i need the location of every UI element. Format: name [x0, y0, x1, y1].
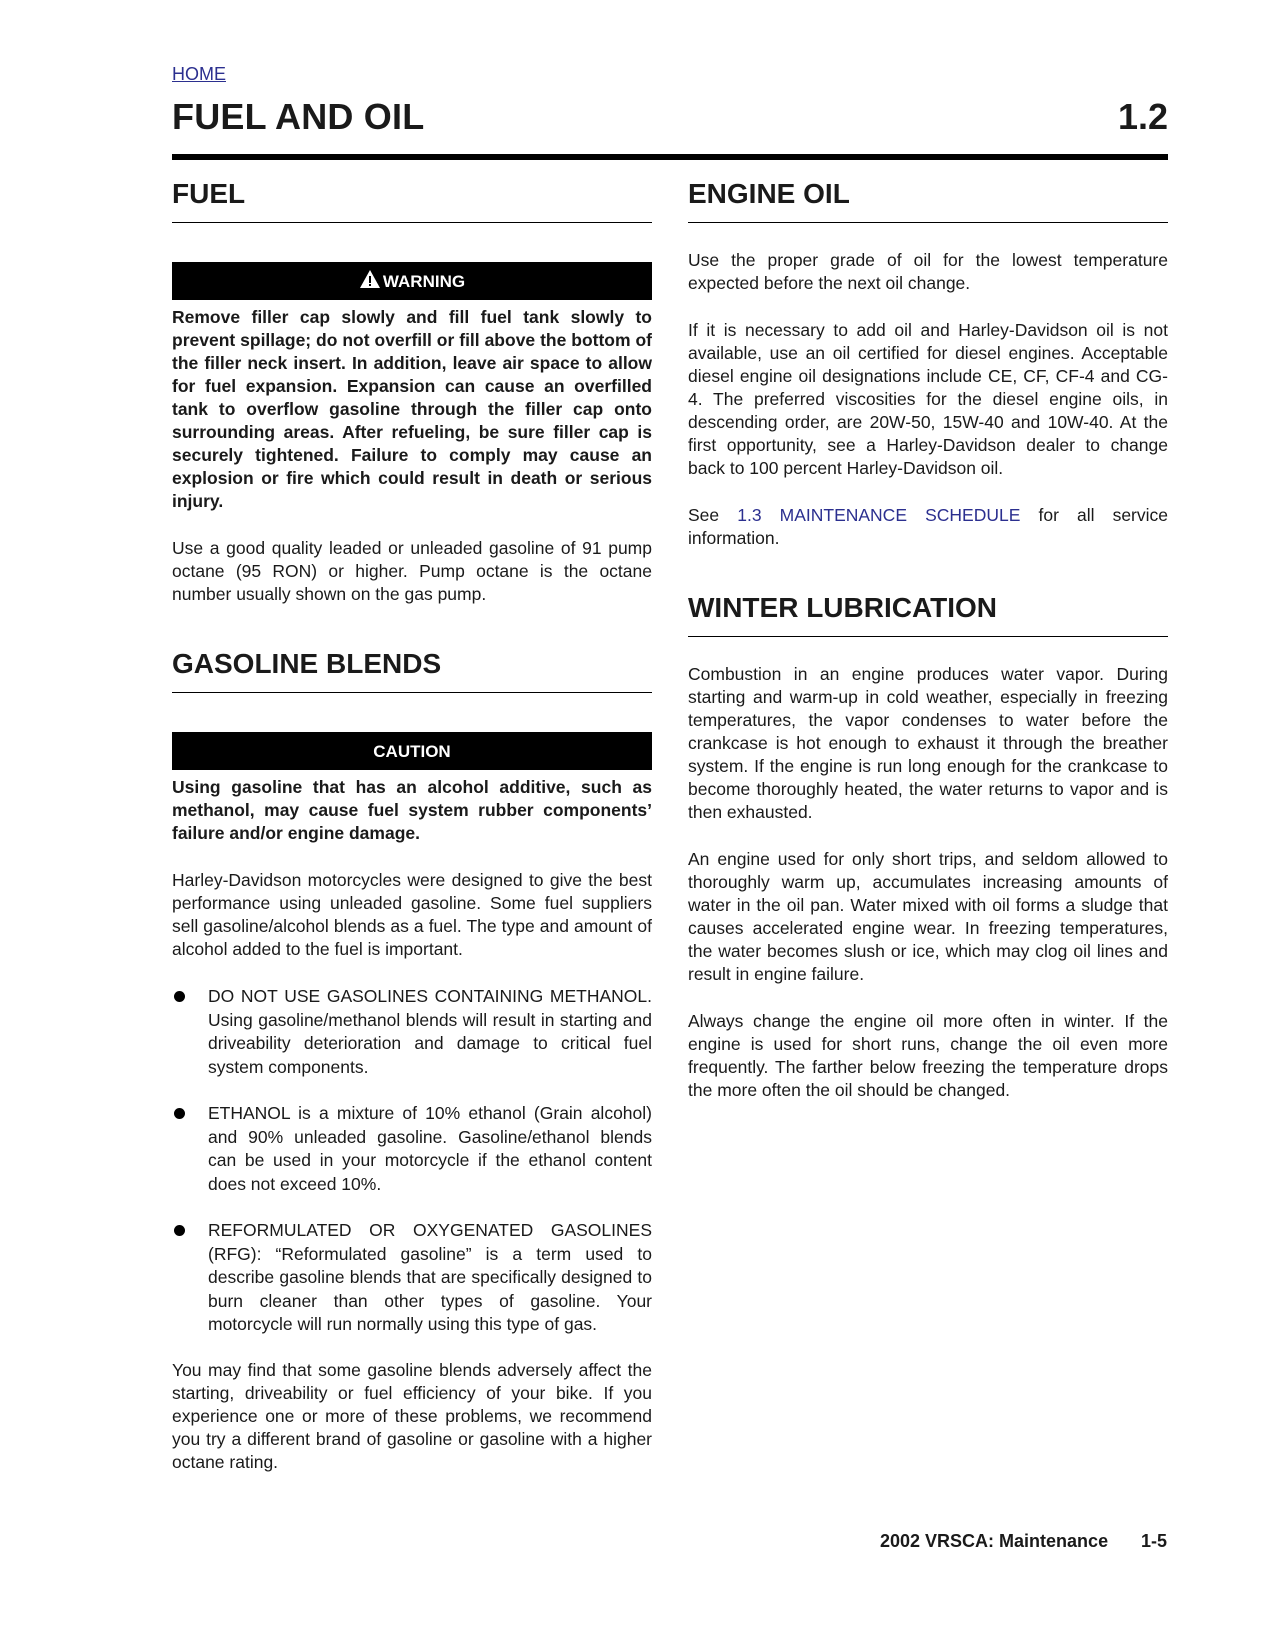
fuel-paragraph: Use a good quality leaded or unleaded gasoline of 91 pump octane (95 RON) or higher. Pump octane is the octane number usually shown on the gas pump. [172, 538, 652, 604]
list-item: DO NOT USE GASOLINES CONTAINING METHANOL. Using gasoline/methanol blends will result in starting and driveability deterioration and damage to critical fuel system components. [172, 985, 652, 1079]
blends-paragraph: Harley-Davidson motorcycles were designed to give the best performance using unleaded gasoline. Some fuel suppliers sell gasoline/alcohol blends as a fuel. The type and amount of alcohol added to the fuel is important. [172, 870, 652, 959]
caution-banner [172, 732, 652, 770]
winter-paragraph-1: Combustion in an engine produces water vapor. During starting and warm-up in cold weather, especially in freezing temperatures, the vapor condenses to water before the crankcase is hot enough to exhaust it through the breather system. If the engine is run long enough for the crankcase to become thoroughly heated, the water returns to vapor and is then exhausted. [688, 664, 1168, 822]
oil-paragraph-3: See 1.3 MAINTENANCE SCHEDULE for all service information. [688, 505, 1168, 548]
winter-lubrication-heading: WINTER LUBRICATION [688, 584, 1168, 637]
page-title: FUEL AND OIL [172, 96, 425, 137]
maintenance-schedule-link[interactable]: 1.3 MAINTENANCE SCHEDULE [737, 505, 1021, 525]
gasoline-blends-heading: GASOLINE BLENDS [172, 640, 652, 693]
bullet-icon [174, 1108, 185, 1119]
list-item: REFORMULATED OR OXYGENATED GASOLINES (RFG): “Reformulated gasoline” is a term used to describe gasoline blends that are specifically designed to burn cleaner than other types of gasoline. Your motorcycle will run normally using this type of gas. [172, 1219, 652, 1337]
warning-text: Remove filler cap slowly and fill fuel tank slowly to prevent spillage; do not overfill or fill above the bottom of the filler neck insert. In addition, leave air space to allow for fuel expansion. Expansion can cause an overfilled tank to overflow gasoline through the filler cap onto surrounding areas. After refueling, be sure filler cap is securely tightened. Failure to comply may cause an explosion or fire which could result in death or serious injury. [172, 307, 652, 511]
right-column [688, 170, 1168, 1102]
caution-label: CAUTION [373, 742, 451, 761]
bullet-icon [174, 991, 185, 1002]
engine-oil-heading: ENGINE OIL [688, 170, 1168, 223]
fuel-heading: FUEL [172, 170, 652, 223]
footer-title: 2002 VRSCA: Maintenance [880, 1531, 1109, 1551]
warning-label: WARNING [382, 272, 466, 291]
warning-banner [172, 262, 652, 300]
left-column [172, 170, 652, 1474]
winter-paragraph-2: An engine used for only short trips, and seldom allowed to thoroughly warm up, accumulates increasing amounts of water in the oil pan. Water mixed with oil forms a sludge that causes accelerated engine wear. In freezing temperatures, the water becomes slush or ice, which may clog oil lines and result in engine failure. [688, 849, 1168, 984]
bullet-icon [174, 1225, 185, 1236]
caution-text: Using gasoline that has an alcohol additive, such as methanol, may cause fuel system rubber components’ failure and/or engine damage. [172, 777, 652, 843]
bullet-list [172, 985, 652, 1337]
oil-paragraph-1: Use the proper grade of oil for the lowest temperature expected before the next oil change. [688, 250, 1168, 293]
warning-triangle-icon [359, 264, 381, 304]
footer-page-number: 1-5 [1140, 1531, 1167, 1551]
closing-paragraph: You may find that some gasoline blends adversely affect the starting, driveability or fuel efficiency of your bike. If you experience one or more of these problems, we recommend you try a different brand of gasoline or gasoline with a higher octane rating. [172, 1359, 652, 1472]
section-number: 1.2 [1117, 96, 1168, 137]
home-link[interactable]: HOME [172, 64, 226, 84]
winter-paragraph-3: Always change the engine oil more often in winter. If the engine is used for short runs, change the oil even more frequently. The farther below freezing the temperature drops the more often the oil should be changed. [688, 1011, 1168, 1100]
title-rule [172, 154, 1168, 160]
oil-paragraph-2: If it is necessary to add oil and Harley-Davidson oil is not available, use an oil certified for diesel engines. Acceptable diesel engine oil designations include CE, CF, CF-4 and CG-4. The preferred viscosities for the diesel engine oils, in descending order, are 20W-50, 15W-40 and 10W-40. At the first opportunity, see a Harley-Davidson dealer to change back to 100 percent Harley-Davidson oil. [688, 320, 1168, 478]
list-item: ETHANOL is a mixture of 10% ethanol (Grain alcohol) and 90% unleaded gasoline. Gasoline/ethanol blends can be used in your motorcycle if the ethanol content does not exceed 10%. [172, 1102, 652, 1196]
